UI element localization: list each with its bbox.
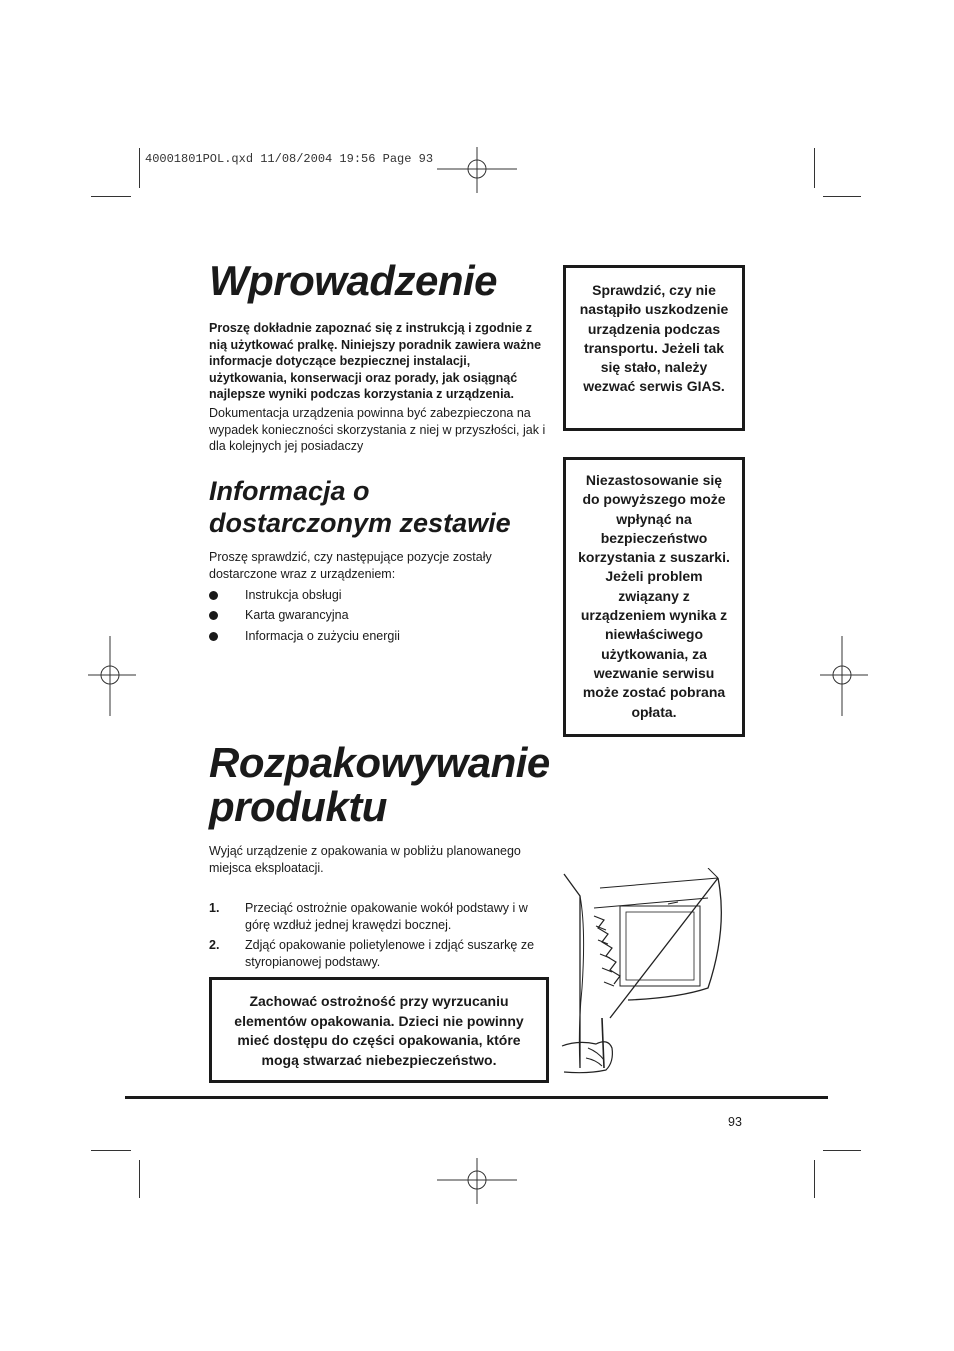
warning-box-service: [563, 457, 745, 737]
crop-mark: [91, 1150, 131, 1151]
crop-mark: [814, 148, 815, 188]
warning-box-service-text: Niezastosowanie się do powyższego może wpłynąć na bezpieczeństwo korzystania z suszarki. Jeżeli problem związany z urządzeniem wynika z niewłaściwego użytkowania, za wezwanie serwisu może zostać pobrana opłata.: [578, 472, 730, 720]
list-item-label: Informacja o zużyciu energii: [245, 629, 400, 643]
crop-mark: [823, 196, 861, 197]
supplied-paragraph: Proszę sprawdzić, czy następujące pozycje zostały dostarczone wraz z urządzeniem:: [209, 550, 492, 581]
registration-mark-icon: [88, 636, 136, 716]
bullet-icon: [209, 632, 218, 641]
crop-mark: [91, 196, 131, 197]
caution-box-text: Zachować ostrożność przy wyrzucaniu elementów opakowania. Dzieci nie powinny mieć dostępu do części opakowania, które mogą stwarzać niebezpieczeństwo.: [234, 993, 524, 1068]
registration-mark-icon: [437, 1158, 517, 1204]
unpacking-illustration: [558, 868, 758, 1080]
bullet-icon: [209, 591, 218, 600]
crop-mark: [814, 1160, 815, 1198]
step-text: Zdjąć opakowanie polietylenowe i zdjąć suszarkę ze styropianowej podstawy.: [245, 938, 535, 969]
intro-bold-paragraph: Proszę dokładnie zapoznać się z instrukcją i zgodnie z nią użytkować pralkę. Niniejszy poradnik zawiera ważne informacje dotyczące bezpiecznej instalacji, użytkowania, konserwacji oraz porady, jak osiągnąć najlepsze wyniki podczas korzystania z urządzenia.: [209, 321, 542, 401]
unpacking-title-line1: Rozpakowywanie: [209, 739, 550, 786]
list-item-label: Instrukcja obsługi: [245, 588, 342, 602]
print-header: 40001801POL.qxd 11/08/2004 19:56 Page 93: [145, 152, 434, 166]
warning-box-transport-text: Sprawdzić, czy nie nastąpiło uszkodzenie urządzenia podczas transportu. Jeżeli tak się stało, należy wezwać serwis GIAS.: [579, 282, 729, 395]
supplied-title-line2: dostarczonym zestawie: [209, 508, 511, 538]
step-number: 1.: [209, 901, 220, 915]
page-number: 93: [728, 1115, 742, 1129]
supplied-title-line1: Informacja o: [209, 476, 370, 506]
step-number: 2.: [209, 938, 220, 952]
caution-box: [209, 977, 549, 1083]
crop-mark: [139, 148, 140, 188]
list-item-label: Karta gwarancyjna: [245, 608, 349, 622]
unpacking-title-line2: produktu: [209, 783, 387, 830]
warning-box-transport: [563, 265, 745, 431]
registration-mark-icon: [437, 147, 517, 193]
bullet-icon: [209, 611, 218, 620]
unpacking-paragraph: Wyjąć urządzenie z opakowania w pobliżu planowanego miejsca eksploatacji.: [209, 844, 521, 875]
crop-mark: [823, 1150, 861, 1151]
crop-mark: [139, 1160, 140, 1198]
registration-mark-icon: [820, 636, 868, 716]
step-text: Przeciąć ostrożnie opakowanie wokół podstawy i w górę wzdłuż jednej krawędzi bocznej.: [245, 901, 528, 932]
intro-title: Wprowadzenie: [209, 257, 498, 304]
intro-paragraph: Dokumentacja urządzenia powinna być zabezpieczona na wypadek konieczności skorzystania z niej w przyszłości, jak i dla kolejnych jej posiadaczy: [209, 406, 546, 453]
footer-rule: [125, 1096, 828, 1099]
